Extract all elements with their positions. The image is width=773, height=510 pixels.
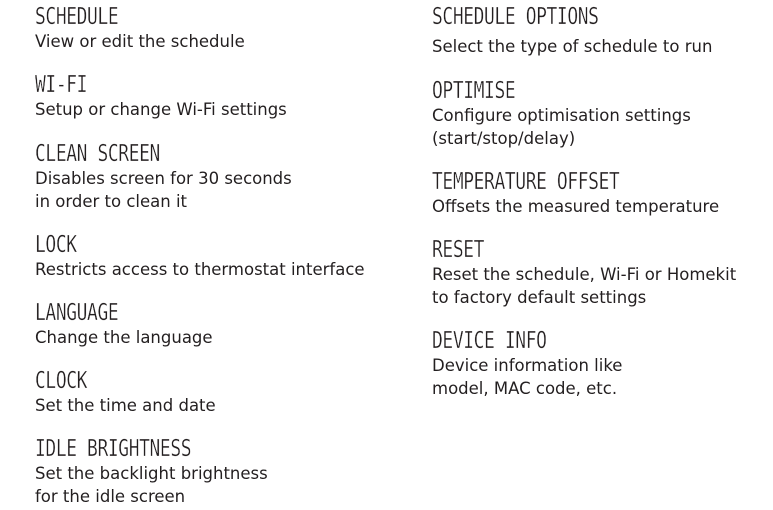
entry-description: Device information like [432, 356, 623, 375]
entry-title: SCHEDULE OPTIONS [432, 4, 599, 30]
entry-title: TEMPERATURE OFFSET [432, 169, 620, 195]
entry-title: CLOCK [35, 368, 88, 394]
entry-description: Select the type of schedule to run [432, 37, 713, 56]
entry-description: Set the backlight brightness [35, 464, 268, 483]
entry-description: Change the language [35, 328, 213, 347]
entry-description: in order to clean it [35, 192, 188, 211]
menu-entry-language [35, 300, 213, 349]
menu-entry-wifi [35, 72, 287, 121]
entry-title: IDLE BRIGHTNESS [35, 436, 192, 462]
entry-description: Setup or change Wi-Fi settings [35, 100, 287, 119]
entry-description: for the idle screen [35, 487, 186, 506]
entry-description: (start/stop/delay) [432, 129, 576, 148]
menu-entry-idle-brightness [35, 436, 268, 508]
entry-title: RESET [432, 237, 485, 263]
entry-description: to factory default settings [432, 288, 647, 307]
entry-title: DEVICE INFO [432, 328, 547, 354]
entry-title: LANGUAGE [35, 300, 119, 326]
menu-entry-schedule-options [432, 4, 712, 58]
entry-title: WI-FI [35, 72, 88, 98]
menu-entry-optimise [432, 78, 691, 150]
entry-title: LOCK [35, 232, 77, 258]
entry-title: OPTIMISE [432, 78, 516, 104]
entry-description: model, MAC code, etc. [432, 379, 618, 398]
menu-entry-reset [432, 237, 736, 309]
entry-description: Set the time and date [35, 396, 216, 415]
entry-description: Reset the schedule, Wi-Fi or Homekit [432, 265, 737, 284]
menu-entry-temperature-offset [432, 169, 719, 218]
entry-description: Offsets the measured temperature [432, 197, 720, 216]
menu-entry-clean-screen [35, 141, 292, 213]
entry-description: Configure optimisation settings [432, 106, 691, 125]
entry-description: Restricts access to thermostat interface [35, 260, 365, 279]
menu-entry-device-info [432, 328, 622, 400]
entry-description: View or edit the schedule [35, 32, 245, 51]
menu-entry-lock [35, 232, 365, 281]
entry-description: Disables screen for 30 seconds [35, 169, 292, 188]
entry-title: CLEAN SCREEN [35, 141, 160, 167]
menu-entry-schedule [35, 4, 245, 53]
menu-entry-clock [35, 368, 216, 417]
entry-title: SCHEDULE [35, 4, 119, 30]
